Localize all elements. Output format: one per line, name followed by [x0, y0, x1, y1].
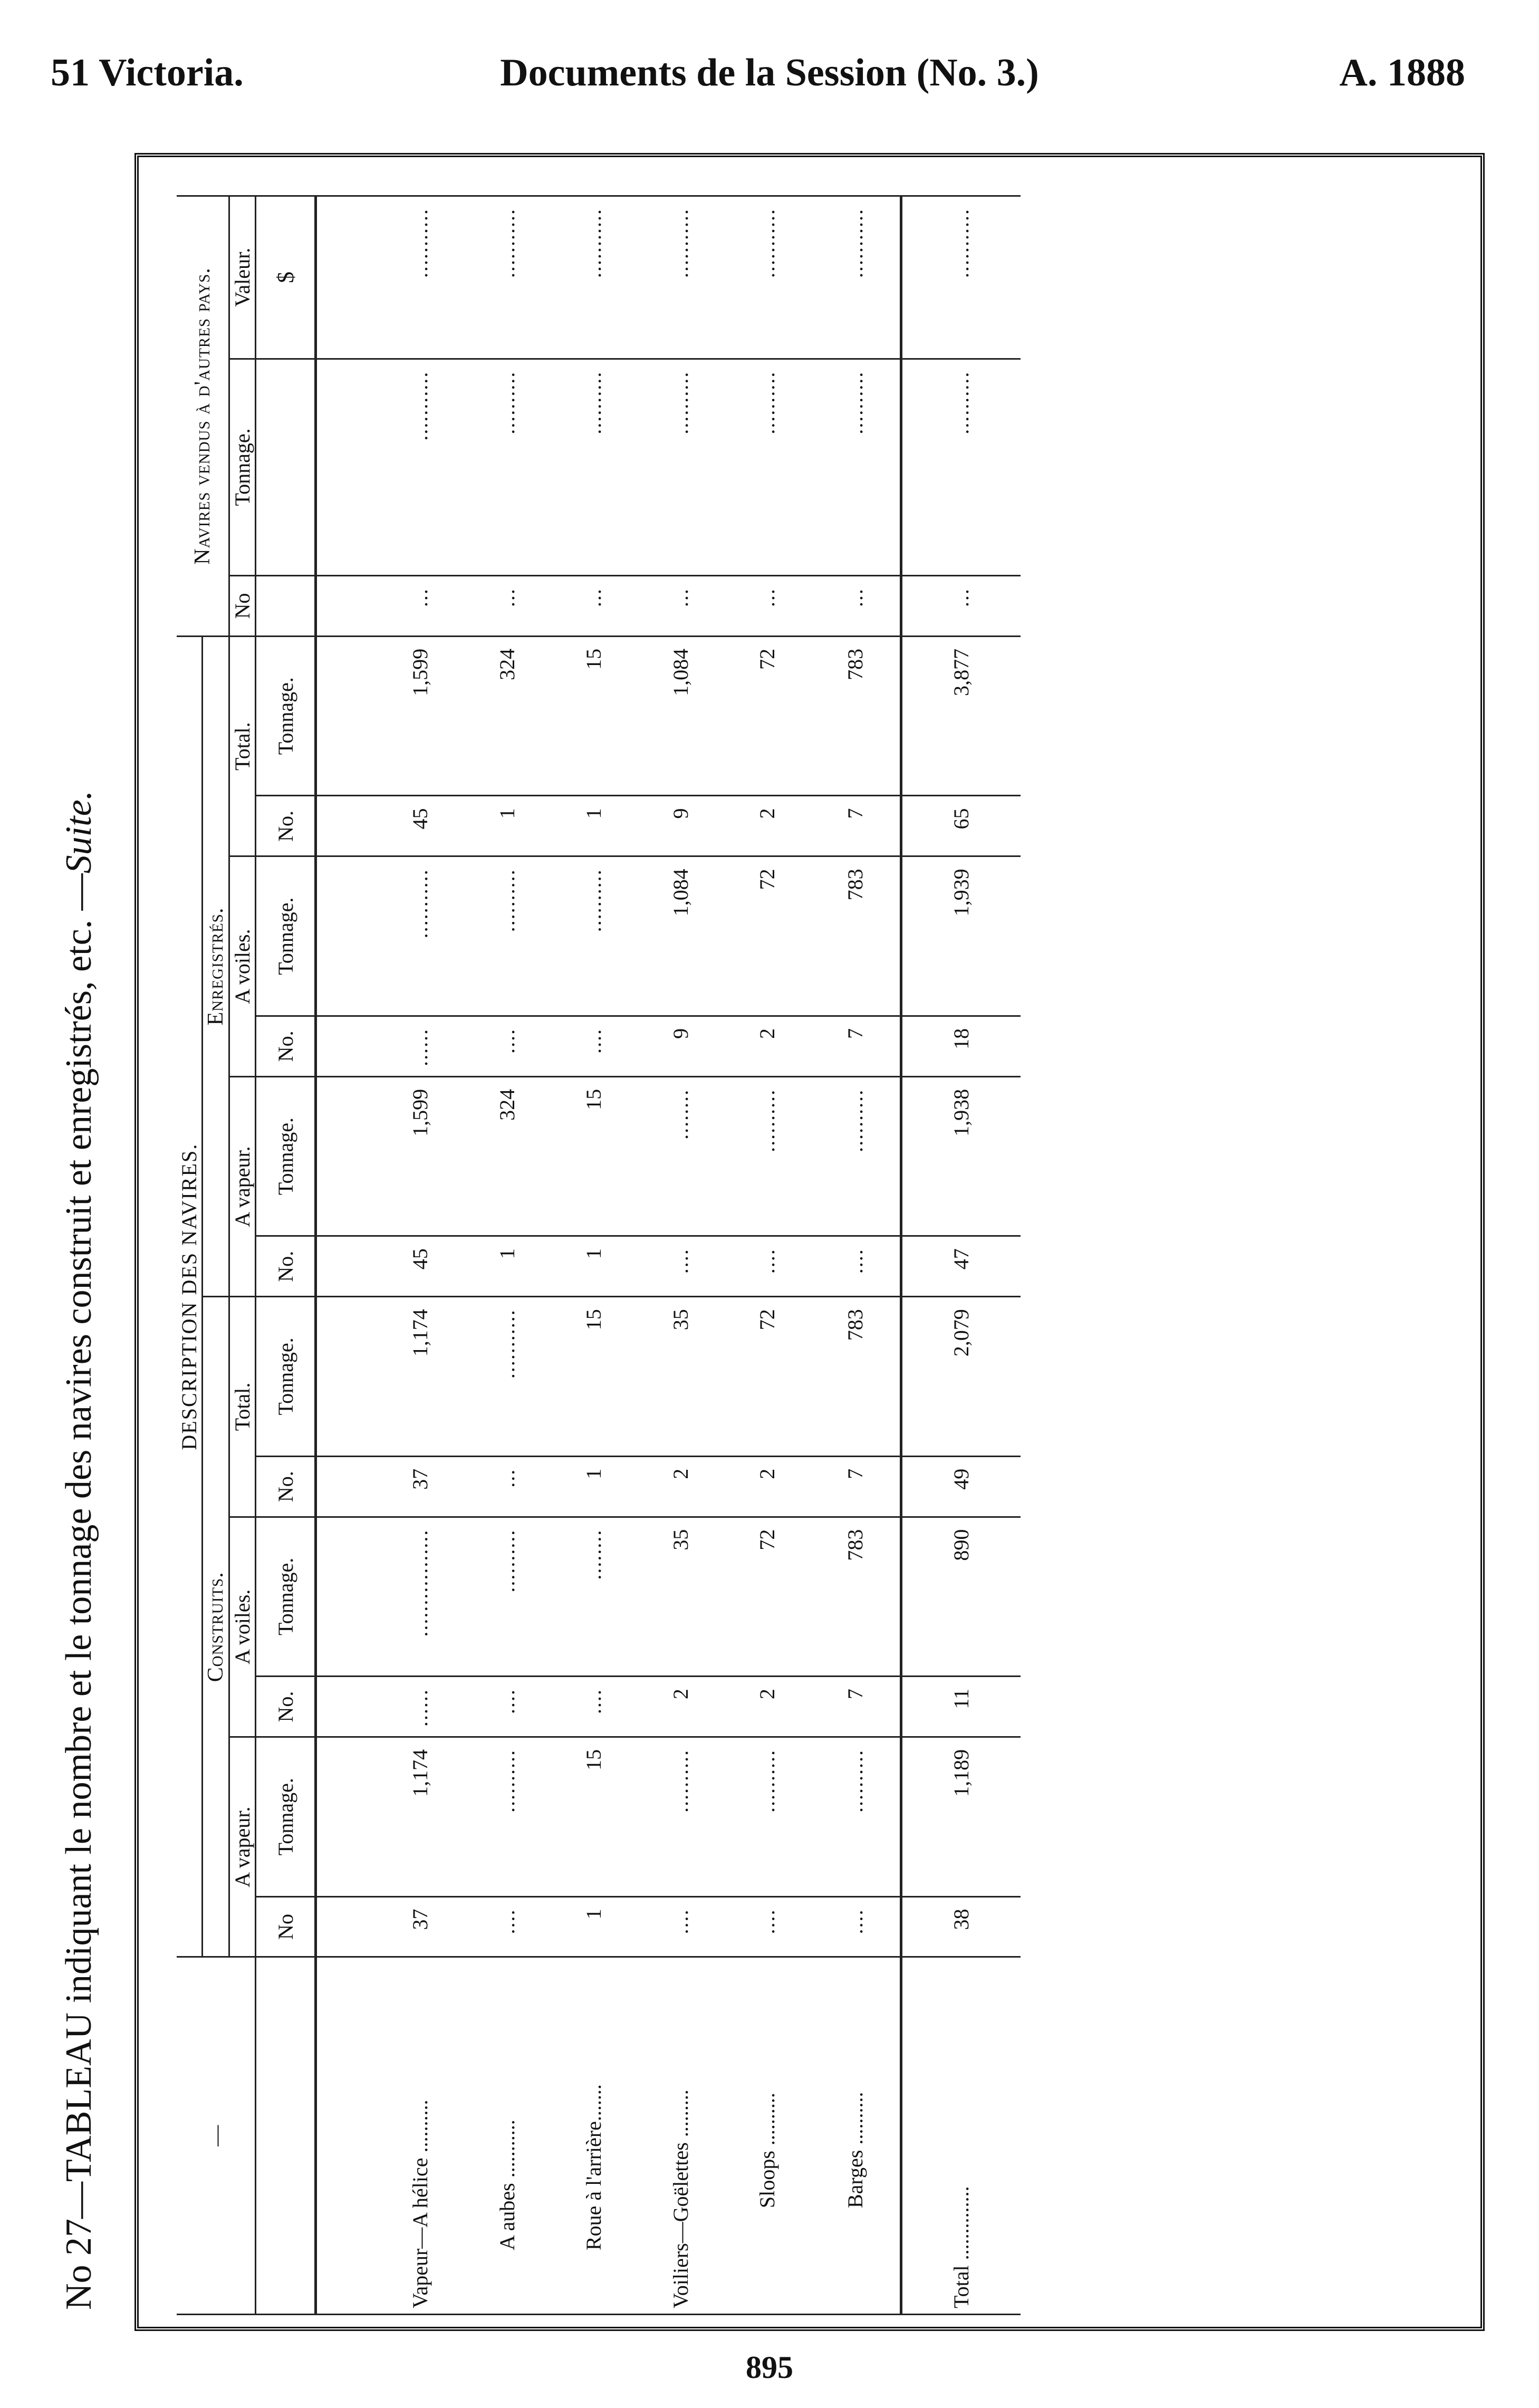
cell: .... [637, 1236, 724, 1297]
row-label: Vapeur—A hélice .......... [377, 1957, 464, 2315]
cell: .... [551, 1016, 637, 1076]
cell: 7 [811, 1456, 901, 1517]
col-header-no: No. [256, 1236, 316, 1297]
cell: .... [464, 1896, 550, 1957]
cell: 324 [464, 636, 550, 796]
cell: .... [551, 1677, 637, 1737]
col-header-tonnage: Tonnage. [256, 1076, 316, 1236]
table-row [811, 196, 901, 2315]
vendus-tonnage-header: Tonnage. [229, 359, 256, 575]
cell: ...... [377, 1016, 464, 1076]
cell: .......... [464, 856, 550, 1016]
group-construits-header: Construits. [203, 1297, 229, 1957]
cell: 2 [724, 1456, 811, 1517]
cell: 1 [464, 796, 550, 856]
cell: 7 [811, 1016, 901, 1076]
cell: .......... [637, 1737, 724, 1896]
total-cell: 3,877 [901, 636, 1021, 796]
total-cell: ... [901, 575, 1021, 636]
cell: .......... [811, 1076, 901, 1236]
caption-main: No 27—TABLEAU indiquant le nombre et le tonnage des navires construit et enregistrés, etc. — [59, 873, 99, 2310]
cell: ........ [551, 1517, 637, 1676]
total-cell: 1,939 [901, 856, 1021, 1016]
vendus-valeur-header: Valeur. [229, 196, 256, 359]
description-column-header: — [177, 1957, 256, 2315]
total-cell: 65 [901, 796, 1021, 856]
row-label: A aubes ........... [464, 1957, 550, 2315]
cell: 1 [464, 1236, 550, 1297]
table-row [377, 196, 464, 2315]
table-row [551, 196, 637, 2315]
cell: 15 [551, 1297, 637, 1456]
cell: 783 [811, 636, 901, 796]
cell: 1,599 [377, 1076, 464, 1236]
running-header-left: 51 Victoria. [51, 51, 244, 94]
construits-vapeur-header: A vapeur. [229, 1737, 256, 1957]
running-header-center: Documents de la Session (No. 3.) [500, 51, 1039, 94]
rotated-table-block [42, 158, 1392, 2331]
cell: 1,084 [637, 636, 724, 796]
enregistres-total-header: Total. [229, 636, 256, 856]
col-header-no: No [256, 1896, 316, 1957]
row-label: Roue à l'arrière....... [551, 1957, 637, 2315]
cell: .......... [724, 359, 811, 575]
cell: 37 [377, 1896, 464, 1957]
cell: .... [724, 1236, 811, 1297]
cell: 9 [637, 1016, 724, 1076]
cell: ... [637, 575, 724, 636]
row-label: Barges .......... [811, 1957, 901, 2315]
group-vendus-header: Navires vendus à d'autres pays. [177, 196, 229, 637]
cell: ........... [377, 196, 464, 359]
cell: ........... [724, 196, 811, 359]
cell: .......... [551, 359, 637, 575]
cell: 7 [811, 796, 901, 856]
cell: 37 [377, 1456, 464, 1517]
total-cell: 890 [901, 1517, 1021, 1676]
cell: 1,599 [377, 636, 464, 796]
cell: ........... [464, 1297, 550, 1456]
vendus-no-subheader [256, 575, 316, 636]
cell: 2 [637, 1456, 724, 1517]
cell: 783 [811, 1297, 901, 1456]
cell: 72 [724, 856, 811, 1016]
cell: 324 [464, 1076, 550, 1236]
vendus-no-header: No [229, 575, 256, 636]
cell: .......... [551, 856, 637, 1016]
table-row [637, 196, 724, 2315]
cell: .... [464, 1677, 550, 1737]
cell: ........... [637, 196, 724, 359]
col-header-no: No. [256, 796, 316, 856]
running-header-right: A. 1888 [1339, 51, 1465, 94]
ships-table [177, 195, 1021, 2315]
cell: ........... [811, 196, 901, 359]
table-caption [58, 158, 100, 2331]
cell: 1,174 [377, 1297, 464, 1456]
cell: .... [811, 1236, 901, 1297]
cell: 2 [637, 1677, 724, 1737]
cell: .......... [724, 1076, 811, 1236]
cell: .......... [637, 359, 724, 575]
cell: 1,174 [377, 1737, 464, 1896]
cell: ... [464, 575, 550, 636]
total-cell: ........... [901, 196, 1021, 359]
cell: ... [811, 575, 901, 636]
total-label: Total .............. [901, 1957, 1021, 2315]
cell: 2 [724, 1016, 811, 1076]
total-cell: 47 [901, 1236, 1021, 1297]
cell: .......... [464, 1737, 550, 1896]
row-label: Sloops .......... [724, 1957, 811, 2315]
row-label: Voiliers—Goëlettes ......... [637, 1957, 724, 2315]
cell: ... [464, 1456, 550, 1517]
total-row [901, 196, 1021, 2315]
cell: ... [724, 575, 811, 636]
cell: .... [724, 1896, 811, 1957]
table-row [724, 196, 811, 2315]
col-header-no: No. [256, 1456, 316, 1517]
vendus-tonnage-subheader [256, 359, 316, 575]
total-cell: 1,189 [901, 1737, 1021, 1896]
total-cell: 49 [901, 1456, 1021, 1517]
col-header-tonnage: Tonnage. [256, 856, 316, 1016]
col-header-tonnage: Tonnage. [256, 1517, 316, 1676]
cell: 9 [637, 796, 724, 856]
cell: 783 [811, 1517, 901, 1676]
cell: 15 [551, 1737, 637, 1896]
cell: 35 [637, 1517, 724, 1676]
cell: 1 [551, 1236, 637, 1297]
group-enregistres-header: Enregistrés. [203, 636, 229, 1296]
cell: 45 [377, 1236, 464, 1297]
table-row [464, 196, 550, 2315]
page-number: 895 [746, 2350, 793, 2385]
cell: .......... [811, 359, 901, 575]
cell: 783 [811, 856, 901, 1016]
total-cell: 1,938 [901, 1076, 1021, 1236]
enregistres-voiles-header: A voiles. [229, 856, 256, 1076]
caption-suite: Suite. [59, 790, 99, 874]
cell: .......... [464, 359, 550, 575]
description-header: DESCRIPTION DES NAVIRES. [177, 636, 203, 1957]
cell: ........ [637, 1076, 724, 1236]
col-header-tonnage: Tonnage. [256, 1297, 316, 1456]
construits-voiles-header: A voiles. [229, 1517, 256, 1737]
cell: 35 [637, 1297, 724, 1456]
cell: .... [464, 1016, 550, 1076]
cell: 72 [724, 636, 811, 796]
cell: 2 [724, 796, 811, 856]
cell: ... [377, 575, 464, 636]
cell: 15 [551, 636, 637, 796]
cell: ........... [551, 196, 637, 359]
cell: ........... [464, 196, 550, 359]
cell: ................. [377, 1517, 464, 1676]
col-header-no: No. [256, 1016, 316, 1076]
construits-total-header: Total. [229, 1297, 256, 1517]
cell: .......... [811, 1737, 901, 1896]
cell: 45 [377, 796, 464, 856]
cell: ........... [377, 856, 464, 1016]
cell: 15 [551, 1076, 637, 1236]
cell: 1 [551, 796, 637, 856]
cell: .... [637, 1896, 724, 1957]
cell: 1,084 [637, 856, 724, 1016]
cell: .......... [464, 1517, 550, 1676]
cell: 72 [724, 1297, 811, 1456]
col-header-tonnage: Tonnage. [256, 636, 316, 796]
vendus-dollar-sign: $ [256, 196, 316, 359]
cell: 1 [551, 1456, 637, 1517]
label-column-subheader [256, 1957, 316, 2315]
cell: 72 [724, 1517, 811, 1676]
total-cell: 11 [901, 1677, 1021, 1737]
total-cell: .......... [901, 359, 1021, 575]
total-cell: 38 [901, 1896, 1021, 1957]
cell: .... [811, 1896, 901, 1957]
cell: 2 [724, 1677, 811, 1737]
cell: 1 [551, 1896, 637, 1957]
cell: ...... [377, 1677, 464, 1737]
total-cell: 18 [901, 1016, 1021, 1076]
enregistres-vapeur-header: A vapeur. [229, 1076, 256, 1296]
cell: ........... [377, 359, 464, 575]
cell: 7 [811, 1677, 901, 1737]
total-cell: 2,079 [901, 1297, 1021, 1456]
cell: .......... [724, 1737, 811, 1896]
cell: ... [551, 575, 637, 636]
col-header-tonnage: Tonnage. [256, 1737, 316, 1896]
col-header-no: No. [256, 1677, 316, 1737]
